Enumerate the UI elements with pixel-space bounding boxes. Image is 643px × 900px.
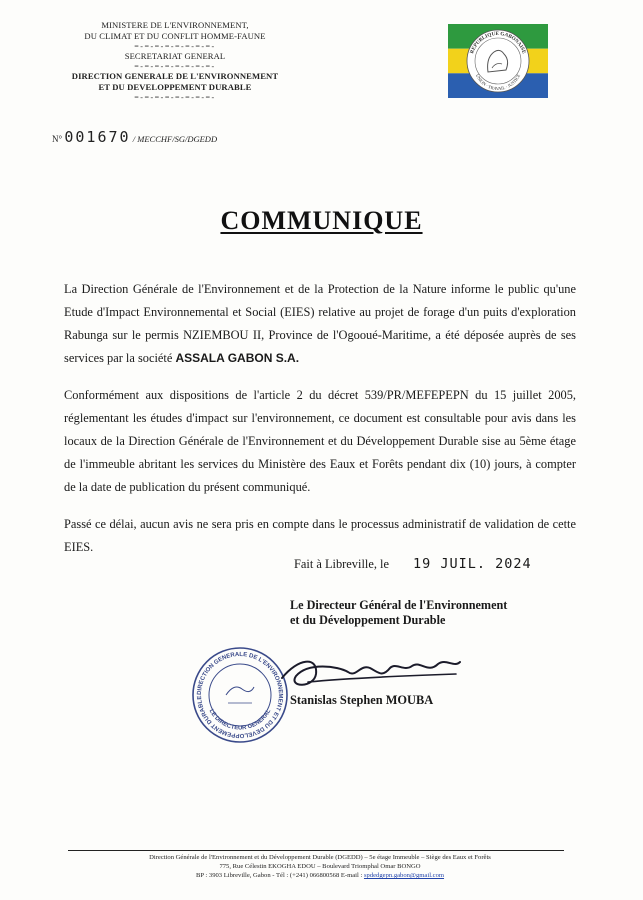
ref-suffix: / MECCHF/SG/DGEDD [132, 134, 218, 144]
date-stamp: 19 JUIL. 2024 [412, 556, 532, 572]
company-name: ASSALA GABON S.A. [175, 351, 300, 365]
direction-line-2: ET DU DEVELOPPEMENT DURABLE [98, 82, 252, 92]
signatory-title [290, 598, 507, 628]
direction-line-1: DIRECTION GENERALE DE L'ENVIRONNEMENT [71, 71, 279, 81]
handwritten-signature [278, 648, 463, 696]
place-text: Fait à Libreville, le [294, 557, 389, 571]
seal-bottom-text: UNION · TRAVAIL · JUSTICE [474, 73, 522, 92]
paragraph-3: Passé ce délai, aucun avis ne sera pris en compte dans le processus administratif de validation de cette EIES. [64, 517, 576, 554]
seal-top-text: REPUBLIQUE GABONAISE [469, 30, 527, 55]
place-and-date [294, 556, 532, 572]
header-separator: =-=-=-=-=-=-=-=- [134, 42, 216, 51]
signatory-title-line-1: Le Directeur Général de l'Environnement [290, 598, 508, 612]
gabon-flag-seal [448, 24, 548, 98]
footer-email-link[interactable]: spdedgepn.gabon@gmail.com [363, 872, 445, 879]
ref-number: 001670 [64, 128, 131, 146]
letterhead [40, 20, 310, 102]
header-separator: =-=-=-=-=-=-=-=- [134, 93, 216, 102]
stamp-ring-text: DIRECTION GENERALE DE L'ENVIRONNEMENT ET DU DEVELOPPEMENT DURABLE [196, 651, 284, 739]
footer-line-3 [60, 871, 580, 880]
svg-text:DIRECTION GENERALE DE L'ENVIRO [197, 652, 283, 738]
footer-line-1: Direction Générale de l'Environnement et du Développement Durable (DGEDD) – 5e étage Immeuble – Siège des Eaux et Forêts [149, 854, 491, 861]
header-separator: =-=-=-=-=-=-=-=- [134, 62, 216, 71]
signatory-name: Stanislas Stephen MOUBA [290, 693, 434, 707]
footer-divider [68, 850, 564, 851]
stamp-bottom-text: LE DIRECTEUR GENERAL [207, 708, 273, 732]
footer [60, 853, 580, 880]
footer-address: BP : 3903 Libreville, Gabon - Tél : (+241) 066800568 E-mail : [195, 872, 364, 879]
document-title: COMMUNIQUE [220, 206, 423, 235]
reference-number [52, 128, 217, 146]
ministry-line-2: DU CLIMAT ET DU CONFLIT HOMME-FAUNE [84, 31, 266, 41]
ministry-line-1: MINISTERE DE L'ENVIRONNEMENT, [101, 20, 249, 30]
official-stamp [190, 645, 290, 745]
footer-line-2: 775, Rue Célestin EKOGHA EDOU – Boulevard Triomphal Omar BONGO [219, 863, 421, 870]
paragraph-1 [64, 278, 576, 370]
ref-prefix: N° [52, 134, 63, 144]
signatory-title-line-2: et du Développement Durable [290, 613, 446, 627]
paragraph-1-text: La Direction Générale de l'Environnement et de la Protection de la Nature informe le public qu'une Etude d'Impact Environnemental et Social (EIES) relative au projet de forage d'un puits d'exploration Rabunga sur le permis NZIEMBOU II, Province de l'Ogooué-Maritime, a été déposée auprès de ses services par la société [64, 282, 576, 365]
paragraph-2: Conformément aux dispositions de l'article 2 du décret 539/PR/MEFEPEPN du 15 juillet 2005, réglementant les études d'impact sur l'environnement, ce document est consultable pour avis dans les locaux de la Direction Générale de l'Environnement et du Développement Durable sise au 5ème étage de l'immeuble abritant les services du Ministère des Eaux et Forêts pendant dix (10) jours, à compter de la date de publication du présent communiqué. [64, 388, 576, 494]
document-body [64, 278, 576, 573]
secretariat: SECRETARIAT GENERAL [124, 51, 226, 61]
